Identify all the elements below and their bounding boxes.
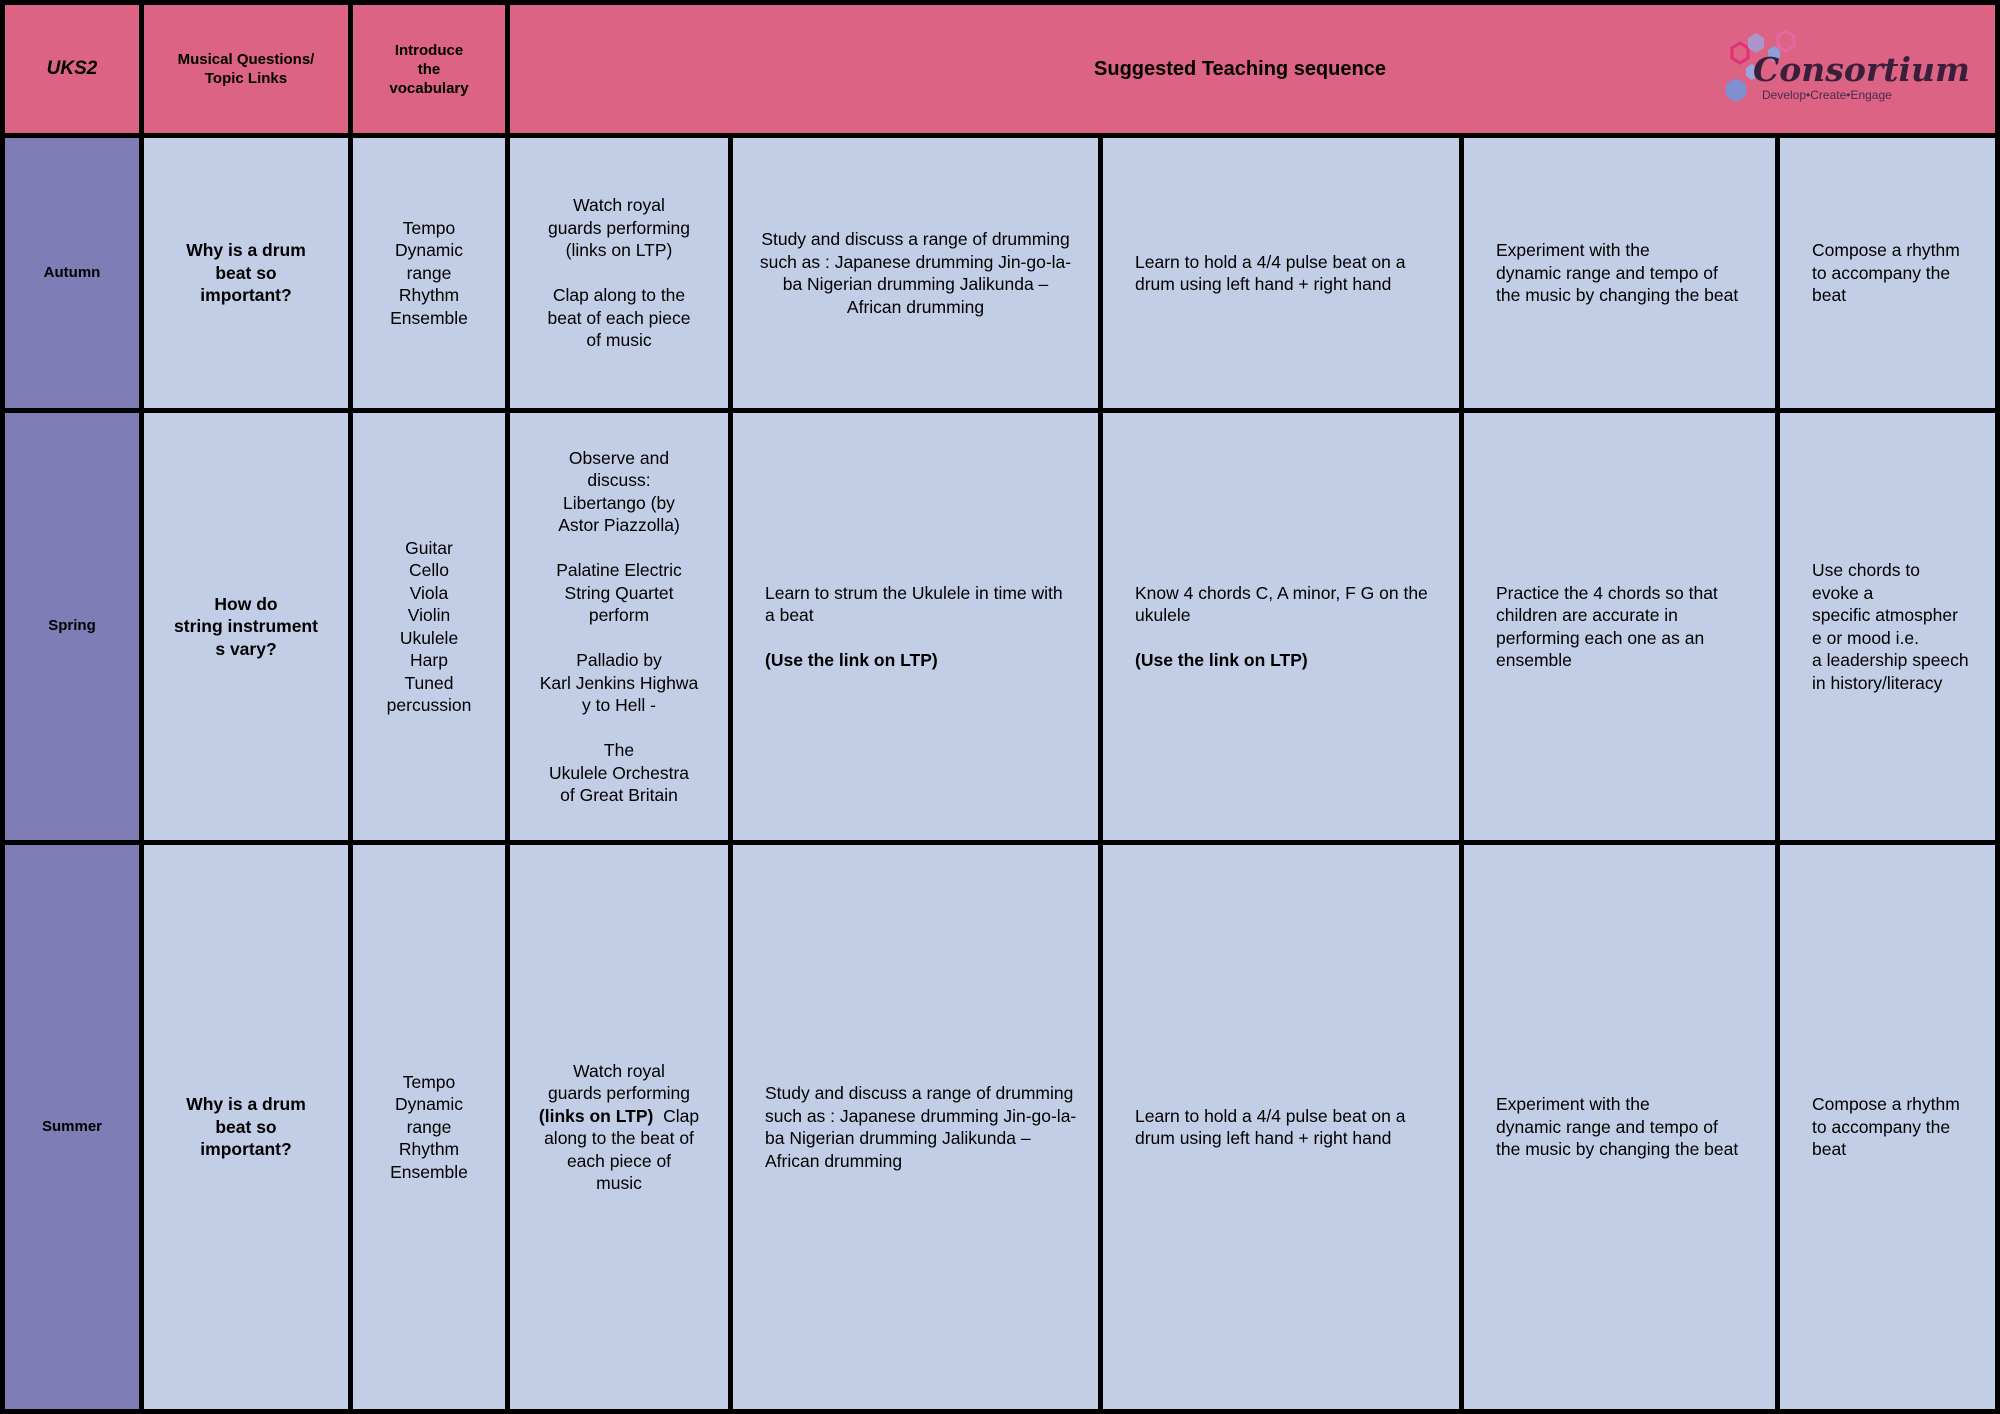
text-line: dynamic range and tempo of	[1496, 262, 1718, 283]
text-line: Practice the 4 chords so that	[1496, 582, 1718, 603]
text-line: String Quartet	[564, 582, 674, 603]
text-line: Rhythm	[398, 1139, 460, 1160]
text-line: beat so	[215, 1116, 277, 1137]
text-line: African drumming	[846, 296, 985, 317]
text-line: Libertango (by	[563, 492, 675, 513]
corner-header	[5, 5, 139, 133]
text-line: a beat	[765, 605, 814, 625]
text-line: (Use the link on LTP)	[765, 650, 938, 670]
text-line: Introduce	[394, 41, 464, 59]
text-line: Clap	[663, 1105, 700, 1126]
text-line: Tempo	[402, 1071, 456, 1092]
text-line: ukulele	[1135, 605, 1191, 625]
text-line	[539, 1105, 699, 1128]
question-spring	[144, 413, 348, 840]
text-line: Tuned	[404, 672, 454, 693]
text-line: Rhythm	[398, 285, 460, 306]
text-line: ensemble	[1496, 650, 1572, 670]
step5-autumn	[1780, 138, 1995, 408]
text-line: drum using left hand + right hand	[1135, 274, 1392, 294]
text-line: such as : Japanese drumming Jin-go-la-	[759, 251, 1072, 272]
step1-spring	[510, 413, 728, 840]
step2-summer	[733, 845, 1098, 1409]
step2-autumn	[733, 138, 1098, 408]
text-line: performing each one as an	[1496, 627, 1705, 648]
vocab-autumn	[353, 138, 505, 408]
text-line: (Use the link on LTP)	[1135, 650, 1308, 670]
text-line: Musical Questions/	[177, 51, 315, 68]
text-line: s vary?	[215, 638, 277, 659]
text-line: Learn to hold a 4/4 pulse beat on a	[1135, 251, 1406, 272]
text-line: Experiment with the	[1496, 240, 1650, 261]
text-line: evoke a	[1812, 582, 1874, 603]
text-line: guards performing	[547, 1083, 691, 1103]
text-line: in history/literacy	[1812, 672, 1943, 693]
text-line: important?	[200, 1139, 292, 1160]
text-line: the music by changing the beat	[1496, 285, 1739, 306]
corner-label: UKS2	[46, 57, 98, 79]
text-line: of Great Britain	[560, 785, 678, 805]
text-line: Violin	[407, 605, 451, 625]
text-line: percussion	[386, 695, 472, 715]
season-autumn	[5, 138, 139, 408]
text-line: Autumn	[43, 263, 101, 281]
step4-spring	[1464, 413, 1775, 840]
season-summer	[5, 845, 139, 1409]
text-line: Clap along to the	[552, 285, 686, 306]
step3-autumn	[1103, 138, 1459, 408]
text-line: Palladio by	[576, 650, 662, 670]
consortium-logo	[1718, 28, 1970, 110]
text-line: of music	[586, 330, 652, 351]
text-line: Study and discuss a range of drumming	[761, 229, 1070, 249]
vocab-summer	[353, 845, 505, 1409]
text-line: Ukulele Orchestra	[548, 762, 690, 783]
text-line: drum using left hand + right hand	[1135, 1128, 1392, 1148]
text-line: Ukulele	[399, 627, 459, 648]
vocabulary-header	[353, 5, 505, 133]
step1-autumn	[510, 138, 728, 408]
text-line: Ensemble	[390, 1161, 468, 1182]
text-line: The	[603, 740, 635, 760]
text-line: Palatine Electric	[556, 560, 682, 580]
text-line: specific atmospher	[1812, 605, 1958, 625]
text-line: beat	[1812, 1139, 1847, 1160]
text-line: Know 4 chords C, A minor, F G on the	[1135, 582, 1428, 603]
text-line: beat so	[215, 262, 277, 283]
vocab-spring	[353, 413, 505, 840]
step4-summer	[1464, 845, 1775, 1409]
logo-name: Consortium	[1753, 50, 1970, 89]
text-line: Karl Jenkins Highwa	[539, 672, 699, 693]
text-line: the	[417, 60, 441, 78]
text-line: Ensemble	[390, 307, 468, 328]
step5-summer	[1780, 845, 1995, 1409]
logo-tagline: Develop•Create•Engage	[1762, 88, 1892, 102]
text-line: music	[596, 1173, 642, 1193]
text-line: guards performing	[547, 217, 691, 238]
teaching-sequence-title: Suggested Teaching sequence	[1094, 57, 1386, 80]
text-line: Learn to hold a 4/4 pulse beat on a	[1135, 1105, 1406, 1126]
text-line: Watch royal	[573, 195, 665, 216]
text-line: discuss:	[587, 470, 651, 490]
text-line: important?	[200, 285, 292, 306]
text-line: Spring	[48, 617, 96, 635]
text-line: string instrument	[174, 616, 318, 637]
text-line: y to Hell -	[582, 695, 656, 715]
text-line: Cello	[409, 560, 449, 580]
text-line: vocabulary	[389, 79, 469, 97]
step3-spring	[1103, 413, 1459, 840]
text-line: Tempo	[402, 217, 456, 238]
text-line: perform	[588, 605, 650, 625]
text-line: the music by changing the beat	[1496, 1139, 1739, 1160]
text-line: Why is a drum	[186, 240, 306, 261]
text-line: Study and discuss a range of drumming	[765, 1083, 1074, 1103]
season-spring	[5, 413, 139, 840]
text-line: How do	[214, 593, 278, 614]
text-line: Observe and	[568, 447, 670, 468]
text-line: each piece of	[566, 1150, 672, 1171]
questions-header	[144, 5, 348, 133]
text-line: Guitar	[405, 537, 453, 558]
question-summer	[144, 845, 348, 1409]
text-line: ba Nigerian drumming Jalikunda –	[782, 274, 1049, 294]
text-line: Dynamic	[394, 1094, 464, 1115]
step4-autumn	[1464, 138, 1775, 408]
text-line: Harp	[410, 650, 448, 670]
text-line: ba Nigerian drumming Jalikunda –	[765, 1128, 1031, 1148]
text-line: Use chords to	[1812, 560, 1920, 580]
text-line: Viola	[409, 582, 449, 603]
text-line: range	[406, 1116, 452, 1137]
text-line: e or mood i.e.	[1812, 627, 1919, 648]
step2-spring	[733, 413, 1098, 840]
text-line: (links on LTP)	[565, 240, 673, 261]
text-line: Summer	[41, 1117, 103, 1135]
text-line: Astor Piazzolla)	[558, 515, 680, 535]
text-line: beat	[1812, 285, 1847, 306]
text-line: Learn to strum the Ukulele in time with	[765, 582, 1063, 603]
step3-summer	[1103, 845, 1459, 1409]
text-line: such as : Japanese drumming Jin-go-la-	[765, 1105, 1077, 1126]
text-line: children are accurate in	[1496, 605, 1678, 625]
text-line: Compose a rhythm	[1812, 1094, 1960, 1115]
text-line: Why is a drum	[186, 1094, 306, 1115]
text-line: range	[406, 262, 452, 283]
step5-spring	[1780, 413, 1995, 840]
text-line: to accompany the	[1812, 1116, 1951, 1137]
text-line: to accompany the	[1812, 262, 1951, 283]
text-line: beat of each piece	[547, 307, 691, 328]
text-line: Dynamic	[394, 240, 464, 261]
text-line: African drumming	[765, 1150, 903, 1171]
text-line: along to the beat of	[544, 1128, 694, 1148]
question-autumn	[144, 138, 348, 408]
text-line: Topic Links	[204, 70, 288, 87]
text-line: Experiment with the	[1496, 1094, 1650, 1115]
text-line: Watch royal	[573, 1060, 665, 1081]
text-line: dynamic range and tempo of	[1496, 1116, 1718, 1137]
text-line: (links on LTP)	[538, 1105, 654, 1126]
text-line: Compose a rhythm	[1812, 240, 1960, 261]
step1-summer	[510, 845, 728, 1409]
text-line: a leadership speech	[1812, 650, 1969, 670]
